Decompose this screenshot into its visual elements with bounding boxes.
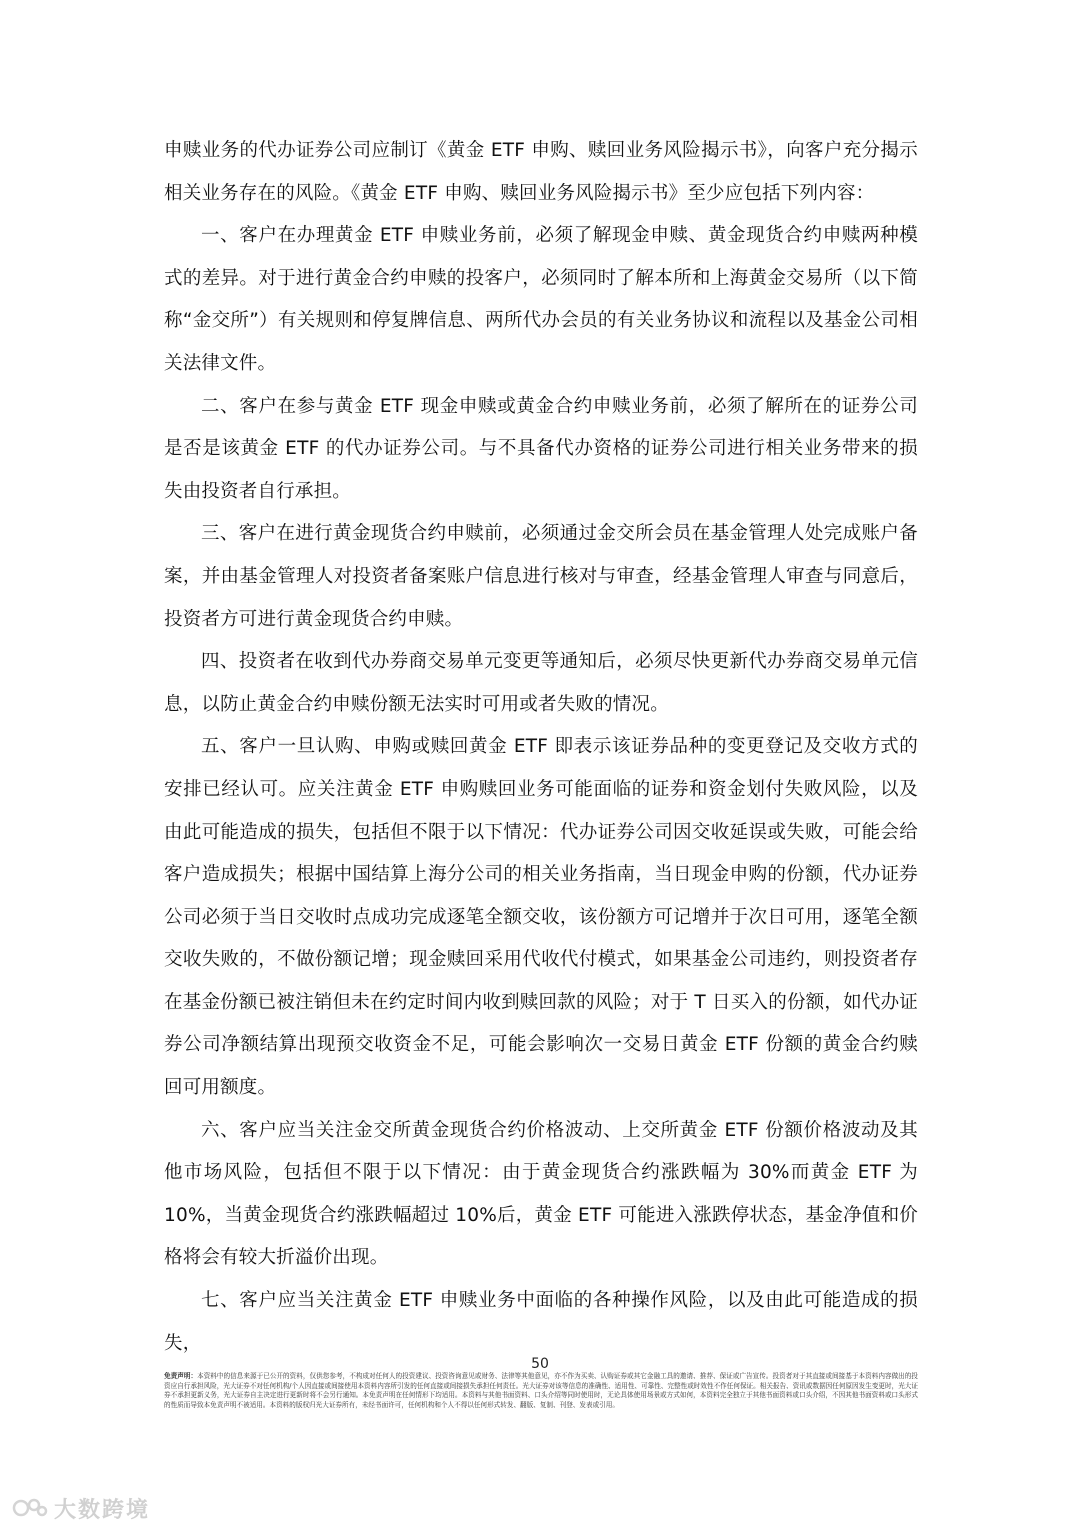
paragraph-item-3: 三、客户在进行黄金现货合约申赎前，必须通过金交所会员在基金管理人处完成账户备案，并由基金管理人对投资者备案账户信息进行核对与审查，经基金管理人审查与同意后，投资者方可进行黄金现货合约申赎。 [164,523,918,630]
paragraph-item-1: 一、客户在办理黄金 ETF 申赎业务前，必须了解现金申赎、黄金现货合约申赎两种模式的差异。对于进行黄金合约申赎的投客户，必须同时了解本所和上海黄金交易所（以下简称“金交所”）有关规则和停复牌信息、两所代办会员的有关业务协议和流程以及基金公司相关法律文件。 [164,225,918,374]
watermark [12,1493,150,1523]
disclaimer-text: 本资料中的信息来源于已公开的资料，仅供您参考，不构成对任何人的投资建议、投资咨询意见或财务、法律等其他意见，亦不作为买卖、认购证券或其它金融工具的邀请、推荐、保证或广告宣传。投资者对于其直接或间接基于本资料内容做出的投资应自行承担风险，光大证券不对任何机构/个人因直接或间接使用本资料内容所引发的任何直接或间接损失承担任何责任。光大证券对该等信息的准确性、适用性、可靠性、完整性或时效性不作任何保证。相关报告、资讯或数据因任何原因发生变更时，光大证券不承担更新义务，光大证券自主决定进行更新时将不会另行通知。本免责声明在任何情形下均适用。本资料与其他书面资料、口头介绍等同时使用时，无论具体使用场景或方式如何，本资料完全独立于其他书面资料或口头介绍，不因其他书面资料或口头形式的性质而导致本免责声明不被适用。本资料的版权归光大证券所有，未经书面许可，任何机构和个人不得以任何形式转发、翻版、复制、刊登、发表或引用。 [164,1372,919,1409]
watermark-logo-icon [12,1497,48,1519]
watermark-text: 大数跨境 [54,1497,151,1523]
paragraph-item-2: 二、客户在参与黄金 ETF 现金申赎或黄金合约申赎业务前，必须了解所在的证券公司是否是该黄金 ETF 的代办证券公司。与不具备代办资格的证券公司进行相关业务带来的损失由投资者自行承担。 [164,395,918,502]
body-text [164,130,918,1365]
paragraph-item-5: 五、客户一旦认购、申购或赎回黄金 ETF 即表示该证券品种的变更登记及交收方式的安排已经认可。应关注黄金 ETF 申购赎回业务可能面临的证券和资金划付失败风险，以及由此可能造成的损失，包括但不限于以下情况：代办证券公司因交收延误或失败，可能会给客户造成损失；根据中国结算上海分公司的相关业务指南，当日现金申购的份额，代办证券公司必须于当日交收时点成功完成逐笔全额交收，该份额方可记增并于次日可用，逐笔全额交收失败的，不做份额记增；现金赎回采用代收代付模式，如果基金公司违约，则投资者存在基金份额已被注销但未在约定时间内收到赎回款的风险；对于 T 日买入的份额，如代办证券公司净额结算出现预交收资金不足，可能会影响次一交易日黄金 ETF 份额的黄金合约赎回可用额度。 [164,736,918,1099]
page-number: 50 [531,1356,549,1372]
paragraph-item-6: 六、客户应当关注金交所黄金现货合约价格波动、上交所黄金 ETF 份额价格波动及其他市场风险，包括但不限于以下情况：由于黄金现货合约涨跌幅为 30%而黄金 ETF 为 10%，当黄金现货合约涨跌幅超过 10%后，黄金 ETF 可能进入涨跌停状态，基金净值和价格将会有较大折溢价出现。 [164,1119,918,1269]
paragraph-item-7: 七、客户应当关注黄金 ETF 申赎业务中面临的各种操作风险，以及由此可能造成的损失， [164,1290,918,1354]
disclaimer [164,1372,918,1410]
disclaimer-label: 免责声明： [164,1372,198,1380]
paragraph-item-4: 四、投资者在收到代办券商交易单元变更等通知后，必须尽快更新代办券商交易单元信息，以防止黄金合约申赎份额无法实时可用或者失败的情况。 [164,651,918,715]
paragraph-intro: 申赎业务的代办证券公司应制订《黄金 ETF 申购、赎回业务风险揭示书》，向客户充分揭示相关业务存在的风险。《黄金 ETF 申购、赎回业务风险揭示书》至少应包括下列内容： [164,140,918,204]
